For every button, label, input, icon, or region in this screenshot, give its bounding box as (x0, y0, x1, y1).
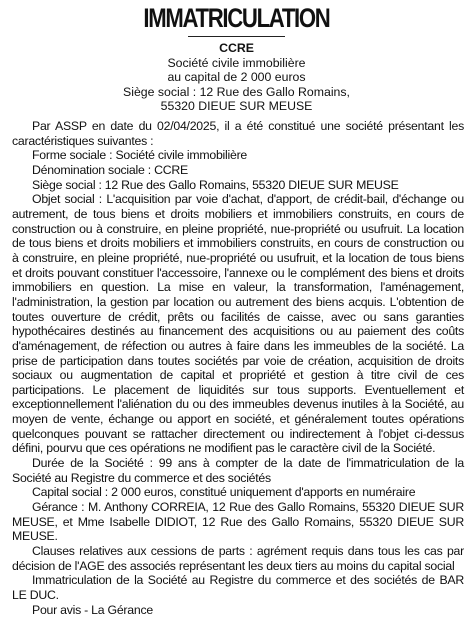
paragraph-siege-social: Siège social : 12 Rue des Gallo Romains, 55320 DIEUE SUR MEUSE (32, 177, 399, 192)
paragraph-forme-sociale: Forme sociale : Société civile immobilière (32, 148, 248, 163)
company-capital: au capital de 2 000 euros (167, 70, 306, 85)
company-type: Société civile immobilière (167, 55, 306, 70)
paragraph-immatriculation: Immatriculation de la Société au Registre du commerce et des sociétés de BAR LE DUC. (12, 573, 464, 602)
paragraph-capital-social: Capital social : 2 000 euros, constitué uniquement d'apports en numéraire (32, 485, 416, 500)
paragraph-constitution: Par ASSP en date du 02/04/2025, il a été constitué une société présentant les caractéristiques suivantes : (12, 119, 464, 148)
notice-body (12, 119, 464, 617)
paragraph-signature: Pour avis - La Gérance (32, 602, 153, 617)
company-name: CCRE (219, 41, 254, 55)
company-header (0, 41, 473, 114)
paragraph-gerance: Gérance : M. Anthony CORREIA, 12 Rue des Gallo Romains, 55320 DIEUE SUR MEUSE, et Mme Isabelle DIDIOT, 12 Rue des Gallo Romains, 55320 DIEUE SUR MEUSE. (12, 500, 464, 544)
paragraph-denomination: Dénomination sociale : CCRE (32, 162, 188, 177)
paragraph-objet-social: Objet social : L'acquisition par voie d'achat, d'apport, de crédit-bail, d'échange ou autrement, de tous biens et droits mobiliers et immobiliers construits, en cours de construction ou à construire, en pleine propriété, nue-propriété ou usufruit. La location de tous biens et droits mobiliers et immobiliers construits, en cours de construction ou à construire, en pleine propriété, nue-propriété ou usufruit, et la location de tous biens et droits pouvant constituer l'accessoire, l'annexe ou le complément des biens et droits immobiliers en question. La mise en valeur, la transformation, l'aménagement, l'administration, la gestion par location ou autrement des biens acquis. L'obtention de toutes ouverture de crédit, prêts ou facilités de caisse, avec ou sans garanties hypothécaires destinés au financement des acquisitions ou au paiement des coûts d'aménagement, de réfection ou autres à faire dans les immeubles de la société. La prise de participation dans toutes sociétés par voie de création, acquisition de droits sociaux ou augmentation de capital et propriété et gestion à titre civil de ces participations. Le placement de liquidités sur tous supports. Eventuellement et exceptionnellement l'aliénation du ou des immeubles devenus inutiles à la Société, au moyen de vente, échange ou apport en société, et généralement toutes opérations quelconques pouvant se rattacher directement ou indirectement à l'objet ci-dessus défini, pourvu que ces opérations ne modifient pas le caractère civil de la Société. (12, 192, 464, 456)
notice-title: IMMATRICULATION (143, 3, 330, 33)
title-divider (188, 36, 285, 37)
paragraph-cessions: Clauses relatives aux cessions de parts : agrément requis dans tous les cas par décision de l'AGE des associés représentant les deux tiers au moins du capital social (12, 544, 464, 573)
company-address-line1: Siège social : 12 Rue des Gallo Romains, (123, 84, 350, 99)
paragraph-duree: Durée de la Société : 99 ans à compter de la date de l'immatriculation de la Société au Registre du commerce et des sociétés (12, 456, 464, 485)
company-address-line2: 55320 DIEUE SUR MEUSE (160, 99, 313, 114)
